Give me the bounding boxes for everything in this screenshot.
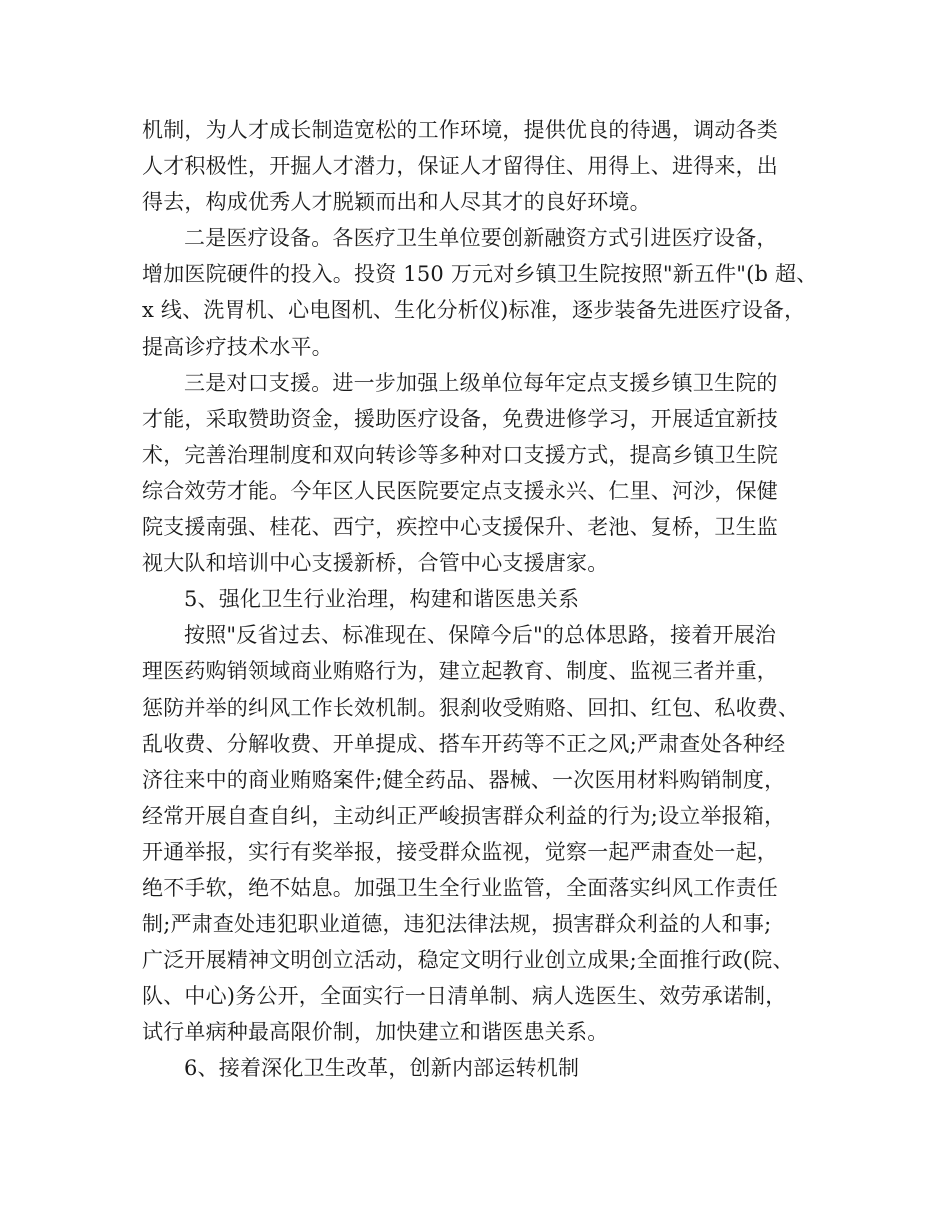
text-line: 二是医疗设备。各医疗卫生单位要创新融资方式引进医疗设备， [184,226,778,251]
text-line: 济往来中的商业贿赂案件;健全药品、器械、一次医用材料购销制度， [142,767,786,792]
text-line: 才能，采取赞助资金，援助医疗设备，免费进修学习，开展适宜新技 [142,406,778,431]
text-line: 三是对口支援。进一步加强上级单位每年定点支援乡镇卫生院的 [184,370,778,395]
text-line: 广泛开展精神文明创立活动，稳定文明行业创立成果;全面推行政(院、 [142,948,794,973]
text-line: x 线、洗胃机、心电图机、生化分析仪)标准，逐步装备先进医疗设备， [142,298,806,323]
text-line: 惩防并举的纠风工作长效机制。狠刹收受贿赂、回扣、红包、私收费、 [142,695,800,720]
text-line: 试行单病种最高限价制，加快建立和谐医患关系。 [142,1020,609,1045]
text-line: 得去，构成优秀人才脱颖而出和人尽其才的良好环境。 [142,190,651,215]
text-line: 视大队和培训中心支援新桥，合管中心支援唐家。 [142,551,609,576]
text-line: 经常开展自查自纠，主动纠正严峻损害群众利益的行为;设立举报箱， [142,803,786,828]
text-line: 术，完善治理制度和双向转诊等多种对口支援方式，提高乡镇卫生院 [142,442,778,467]
text-line: 制;严肃查处违犯职业道德，违犯法律法规，损害群众利益的人和事; [142,912,772,937]
text-line: 6、接着深化卫生改革，创新内部运转机制 [184,1056,580,1081]
text-line: 提高诊疗技术水平。 [142,334,333,359]
text-line: 综合效劳才能。今年区人民医院要定点支援永兴、仁里、河沙，保健 [142,478,778,503]
text-line: 队、中心)务公开，全面实行一日清单制、病人选医生、效劳承诺制， [142,984,787,1009]
text-line: 按照"反省过去、标准现在、保障今后"的总体思路，接着开展治 [184,623,777,648]
text-line: 院支援南强、桂花、西宁，疾控中心支援保升、老池、复桥，卫生监 [142,515,778,540]
document-body [142,112,818,1087]
text-line: 乱收费、分解收费、开单提成、搭车开药等不正之风;严肃查处各种经 [142,731,786,756]
text-line: 人才积极性，开掘人才潜力，保证人才留得住、用得上、进得来，出 [142,154,778,179]
text-line: 开通举报，实行有奖举报，接受群众监视，觉察一起严肃查处一起， [142,839,778,864]
text-line: 理医药购销领域商业贿赂行为，建立起教育、制度、监视三者并重， [142,659,778,684]
text-line: 机制，为人才成长制造宽松的工作环境，提供优良的待遇，调动各类 [142,118,778,142]
text-line: 5、强化卫生行业治理，构建和谐医患关系 [184,587,580,612]
text-line: 绝不手软，绝不姑息。加强卫生全行业监管，全面落实纠风工作责任 [142,875,778,900]
text-line: 增加医院硬件的投入。投资 150 万元对乡镇卫生院按照"新五件"(b 超、 [142,262,818,287]
